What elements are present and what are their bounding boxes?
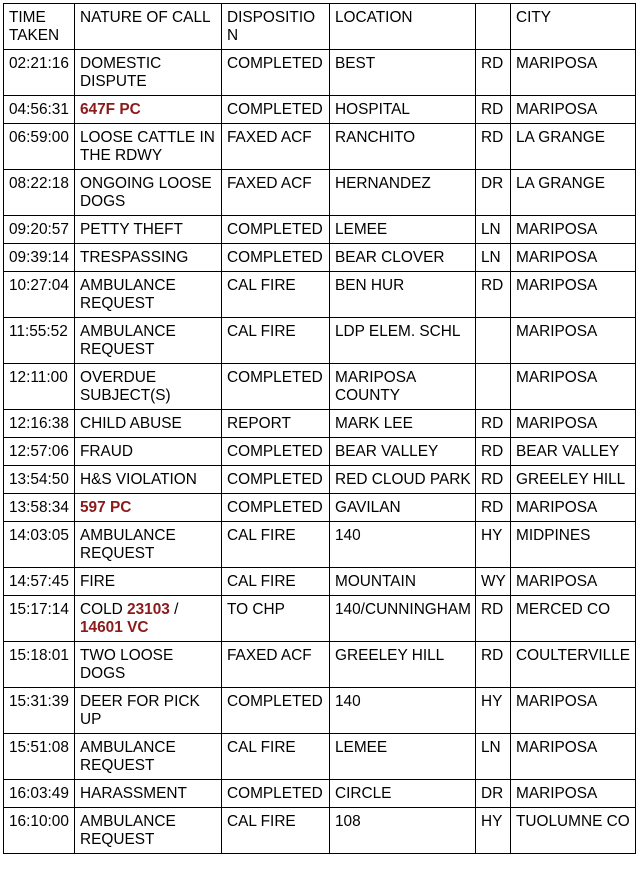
location-cell: MARK LEE <box>330 410 476 438</box>
call-nature-text: OVERDUE SUBJECT(S) <box>80 369 171 404</box>
call-log-table <box>3 3 636 854</box>
disposition-cell: COMPLETED <box>222 780 330 808</box>
table-row <box>4 364 636 410</box>
nature-of-call-cell <box>75 216 222 244</box>
table-row <box>4 522 636 568</box>
location-cell: HOSPITAL <box>330 96 476 124</box>
table-row <box>4 568 636 596</box>
time-taken-cell: 08:22:18 <box>4 170 75 216</box>
location-cell: BEN HUR <box>330 272 476 318</box>
city-cell: MARIPOSA <box>511 272 636 318</box>
call-nature-text: AMBULANCE REQUEST <box>80 813 176 848</box>
city-cell: MARIPOSA <box>511 734 636 780</box>
table-row <box>4 466 636 494</box>
location-cell: MARIPOSA COUNTY <box>330 364 476 410</box>
location-cell: BEAR VALLEY <box>330 438 476 466</box>
table-row <box>4 410 636 438</box>
time-taken-cell: 04:56:31 <box>4 96 75 124</box>
location-cell: GREELEY HILL <box>330 642 476 688</box>
time-taken-cell: 14:57:45 <box>4 568 75 596</box>
header-time-taken: TIME TAKEN <box>4 4 75 50</box>
table-row <box>4 50 636 96</box>
city-cell: MARIPOSA <box>511 318 636 364</box>
time-taken-cell: 12:16:38 <box>4 410 75 438</box>
nature-of-call-cell <box>75 170 222 216</box>
street-type-cell: HY <box>476 688 511 734</box>
time-taken-cell: 16:03:49 <box>4 780 75 808</box>
time-taken-cell: 15:18:01 <box>4 642 75 688</box>
disposition-cell: FAXED ACF <box>222 642 330 688</box>
street-type-cell: RD <box>476 466 511 494</box>
time-taken-cell: 09:20:57 <box>4 216 75 244</box>
call-nature-text: ONGOING LOOSE DOGS <box>80 175 212 210</box>
disposition-cell: CAL FIRE <box>222 272 330 318</box>
location-cell: BEAR CLOVER <box>330 244 476 272</box>
penal-code-text: 23103 <box>127 601 170 618</box>
location-cell: LEMEE <box>330 734 476 780</box>
disposition-cell: COMPLETED <box>222 466 330 494</box>
disposition-cell: FAXED ACF <box>222 124 330 170</box>
time-taken-cell: 10:27:04 <box>4 272 75 318</box>
call-log-body <box>4 50 636 854</box>
disposition-cell: TO CHP <box>222 596 330 642</box>
location-cell: 140 <box>330 522 476 568</box>
penal-code-text: 647F PC <box>80 101 141 118</box>
street-type-cell: HY <box>476 808 511 854</box>
disposition-cell: COMPLETED <box>222 244 330 272</box>
disposition-cell: COMPLETED <box>222 216 330 244</box>
table-row <box>4 734 636 780</box>
location-cell: RED CLOUD PARK <box>330 466 476 494</box>
time-taken-cell: 15:31:39 <box>4 688 75 734</box>
city-cell: LA GRANGE <box>511 170 636 216</box>
time-taken-cell: 06:59:00 <box>4 124 75 170</box>
table-row <box>4 596 636 642</box>
disposition-cell: CAL FIRE <box>222 522 330 568</box>
disposition-cell: COMPLETED <box>222 438 330 466</box>
time-taken-cell: 11:55:52 <box>4 318 75 364</box>
call-nature-text: AMBULANCE REQUEST <box>80 323 176 358</box>
call-nature-text: AMBULANCE REQUEST <box>80 277 176 312</box>
disposition-cell: COMPLETED <box>222 364 330 410</box>
street-type-cell: DR <box>476 170 511 216</box>
table-row <box>4 438 636 466</box>
call-nature-text: H&S VIOLATION <box>80 471 197 488</box>
location-cell: CIRCLE <box>330 780 476 808</box>
table-row <box>4 494 636 522</box>
nature-of-call-cell <box>75 364 222 410</box>
table-row <box>4 170 636 216</box>
disposition-cell: CAL FIRE <box>222 808 330 854</box>
nature-of-call-cell <box>75 642 222 688</box>
call-nature-text: COLD <box>80 601 128 618</box>
location-cell: RANCHITO <box>330 124 476 170</box>
nature-of-call-cell <box>75 96 222 124</box>
street-type-cell: LN <box>476 734 511 780</box>
street-type-cell: RD <box>476 494 511 522</box>
penal-code-text: 14601 VC <box>80 619 149 636</box>
city-cell: COULTERVILLE <box>511 642 636 688</box>
nature-of-call-cell <box>75 596 222 642</box>
table-row <box>4 642 636 688</box>
call-nature-text: CHILD ABUSE <box>80 415 182 432</box>
header-street-type <box>476 4 511 50</box>
city-cell: MIDPINES <box>511 522 636 568</box>
nature-of-call-cell <box>75 568 222 596</box>
location-cell: HERNANDEZ <box>330 170 476 216</box>
time-taken-cell: 09:39:14 <box>4 244 75 272</box>
time-taken-cell: 15:51:08 <box>4 734 75 780</box>
nature-of-call-cell <box>75 466 222 494</box>
call-nature-text: TWO LOOSE DOGS <box>80 647 174 682</box>
city-cell: MARIPOSA <box>511 96 636 124</box>
nature-of-call-cell <box>75 50 222 96</box>
call-nature-text: DEER FOR PICK UP <box>80 693 200 728</box>
nature-of-call-cell <box>75 272 222 318</box>
call-nature-text: AMBULANCE REQUEST <box>80 527 176 562</box>
call-nature-text: HARASSMENT <box>80 785 187 802</box>
city-cell: MERCED CO <box>511 596 636 642</box>
nature-of-call-cell <box>75 808 222 854</box>
header-row <box>4 4 636 50</box>
city-cell: MARIPOSA <box>511 244 636 272</box>
disposition-cell: FAXED ACF <box>222 170 330 216</box>
disposition-cell: REPORT <box>222 410 330 438</box>
penal-code-text: 597 PC <box>80 499 132 516</box>
disposition-cell: COMPLETED <box>222 96 330 124</box>
disposition-cell: CAL FIRE <box>222 318 330 364</box>
header-disposition: DISPOSITION <box>222 4 330 50</box>
call-nature-text: DOMESTIC DISPUTE <box>80 55 162 90</box>
street-type-cell: RD <box>476 438 511 466</box>
street-type-cell: RD <box>476 96 511 124</box>
nature-of-call-cell <box>75 124 222 170</box>
street-type-cell <box>476 364 511 410</box>
city-cell: MARIPOSA <box>511 364 636 410</box>
city-cell: GREELEY HILL <box>511 466 636 494</box>
location-cell: 108 <box>330 808 476 854</box>
call-nature-text: / <box>169 601 179 618</box>
street-type-cell: RD <box>476 410 511 438</box>
table-row <box>4 780 636 808</box>
city-cell: MARIPOSA <box>511 50 636 96</box>
table-row <box>4 318 636 364</box>
nature-of-call-cell <box>75 244 222 272</box>
city-cell: MARIPOSA <box>511 216 636 244</box>
time-taken-cell: 12:57:06 <box>4 438 75 466</box>
street-type-cell: RD <box>476 50 511 96</box>
street-type-cell: DR <box>476 780 511 808</box>
call-nature-text: FIRE <box>80 573 116 590</box>
table-row <box>4 124 636 170</box>
table-row <box>4 808 636 854</box>
street-type-cell: RD <box>476 124 511 170</box>
nature-of-call-cell <box>75 494 222 522</box>
location-cell: 140 <box>330 688 476 734</box>
city-cell: MARIPOSA <box>511 568 636 596</box>
nature-of-call-cell <box>75 318 222 364</box>
time-taken-cell: 12:11:00 <box>4 364 75 410</box>
location-cell: LEMEE <box>330 216 476 244</box>
time-taken-cell: 16:10:00 <box>4 808 75 854</box>
city-cell: MARIPOSA <box>511 410 636 438</box>
call-nature-text: PETTY THEFT <box>80 221 183 238</box>
nature-of-call-cell <box>75 410 222 438</box>
call-nature-text: TRESPASSING <box>80 249 189 266</box>
disposition-cell: COMPLETED <box>222 688 330 734</box>
time-taken-cell: 13:58:34 <box>4 494 75 522</box>
disposition-cell: CAL FIRE <box>222 568 330 596</box>
street-type-cell: HY <box>476 522 511 568</box>
city-cell: LA GRANGE <box>511 124 636 170</box>
city-cell: MARIPOSA <box>511 780 636 808</box>
header-location: LOCATION <box>330 4 476 50</box>
location-cell: MOUNTAIN <box>330 568 476 596</box>
nature-of-call-cell <box>75 438 222 466</box>
table-row <box>4 244 636 272</box>
nature-of-call-cell <box>75 780 222 808</box>
street-type-cell: RD <box>476 596 511 642</box>
street-type-cell: LN <box>476 244 511 272</box>
location-cell: GAVILAN <box>330 494 476 522</box>
location-cell: BEST <box>330 50 476 96</box>
city-cell: TUOLUMNE CO <box>511 808 636 854</box>
disposition-cell: COMPLETED <box>222 50 330 96</box>
disposition-cell: COMPLETED <box>222 494 330 522</box>
nature-of-call-cell <box>75 734 222 780</box>
table-row <box>4 216 636 244</box>
city-cell: BEAR VALLEY <box>511 438 636 466</box>
city-cell: MARIPOSA <box>511 688 636 734</box>
header-nature-of-call: NATURE OF CALL <box>75 4 222 50</box>
nature-of-call-cell <box>75 522 222 568</box>
header-city: CITY <box>511 4 636 50</box>
street-type-cell: RD <box>476 272 511 318</box>
time-taken-cell: 13:54:50 <box>4 466 75 494</box>
street-type-cell <box>476 318 511 364</box>
time-taken-cell: 02:21:16 <box>4 50 75 96</box>
table-row <box>4 688 636 734</box>
street-type-cell: LN <box>476 216 511 244</box>
location-cell: 140/CUNNINGHAM <box>330 596 476 642</box>
location-cell: LDP ELEM. SCHL <box>330 318 476 364</box>
call-nature-text: FRAUD <box>80 443 134 460</box>
call-nature-text: LOOSE CATTLE IN THE RDWY <box>80 129 215 164</box>
time-taken-cell: 15:17:14 <box>4 596 75 642</box>
city-cell: MARIPOSA <box>511 494 636 522</box>
time-taken-cell: 14:03:05 <box>4 522 75 568</box>
street-type-cell: RD <box>476 642 511 688</box>
call-nature-text: AMBULANCE REQUEST <box>80 739 176 774</box>
table-row <box>4 272 636 318</box>
table-row <box>4 96 636 124</box>
nature-of-call-cell <box>75 688 222 734</box>
street-type-cell: WY <box>476 568 511 596</box>
disposition-cell: CAL FIRE <box>222 734 330 780</box>
